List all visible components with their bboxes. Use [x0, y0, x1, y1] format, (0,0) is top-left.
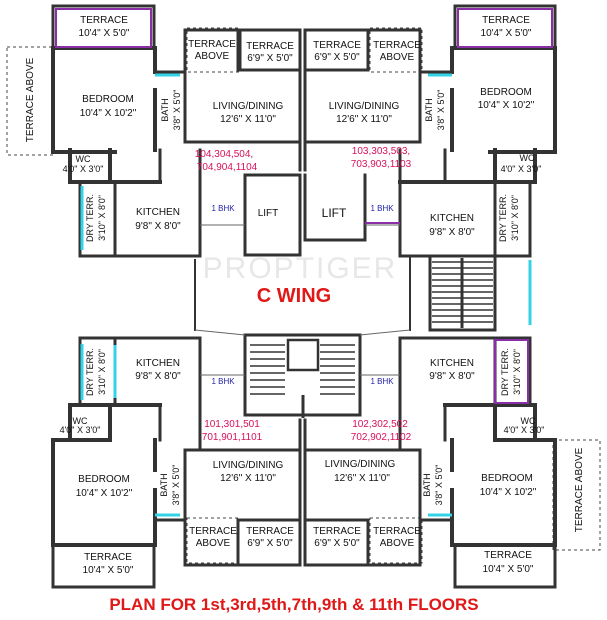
- svg-text:3'10" X 8'0": 3'10" X 8'0": [97, 349, 107, 395]
- svg-text:10'4" X 10'2": 10'4" X 10'2": [79, 108, 137, 119]
- svg-text:3'8" X 5'0": 3'8" X 5'0": [171, 464, 181, 506]
- svg-text:DRY TERR.: DRY TERR.: [85, 347, 95, 397]
- svg-text:WC: WC: [520, 416, 536, 426]
- svg-text:10'4" X 10'2": 10'4" X 10'2": [75, 488, 133, 499]
- svg-text:3'8" X 5'0": 3'8" X 5'0": [434, 464, 444, 506]
- label-terrace-above-bl: [189, 526, 237, 549]
- label-bath-br: [422, 465, 444, 506]
- staircase-lower: [250, 340, 355, 418]
- svg-text:12'6" X 11'0": 12'6" X 11'0": [220, 114, 276, 125]
- svg-text:WC: WC: [75, 154, 91, 164]
- units-tl: [195, 149, 258, 173]
- label-terrace-above-br: [373, 526, 421, 549]
- plan-caption: PLAN FOR 1st,3rd,5th,7th,9th & 11th FLOORS: [109, 595, 479, 614]
- label-wc-bl: [60, 416, 101, 435]
- svg-text:104,304,504,: 104,304,504,: [194, 149, 254, 160]
- svg-text:TERRACE: TERRACE: [313, 40, 361, 51]
- svg-text:3'10" X 8'0": 3'10" X 8'0": [97, 195, 107, 241]
- svg-text:103,303,503,: 103,303,503,: [351, 146, 411, 157]
- svg-text:6'9" X 5'0": 6'9" X 5'0": [247, 538, 293, 549]
- svg-text:BEDROOM: BEDROOM: [82, 94, 134, 105]
- svg-text:TERRACE: TERRACE: [80, 15, 128, 26]
- svg-text:10'4" X 10'2": 10'4" X 10'2": [477, 100, 535, 111]
- svg-text:KITCHEN: KITCHEN: [136, 358, 180, 369]
- svg-text:TERRACE: TERRACE: [373, 526, 421, 537]
- label-terrace-small-tr: [313, 40, 361, 63]
- svg-text:BEDROOM: BEDROOM: [480, 87, 532, 98]
- staircase-upper: [432, 258, 493, 328]
- units-bl: [202, 419, 263, 443]
- svg-text:DRY TERR.: DRY TERR.: [85, 193, 95, 243]
- svg-text:3'10" X 8'0": 3'10" X 8'0": [510, 195, 520, 241]
- svg-text:TERRACE: TERRACE: [246, 526, 294, 537]
- label-living-tr: [329, 101, 400, 125]
- svg-text:101,301,501: 101,301,501: [204, 419, 260, 430]
- svg-text:6'9" X 5'0": 6'9" X 5'0": [314, 538, 360, 549]
- svg-text:TERRACE: TERRACE: [84, 552, 132, 563]
- label-kitchen-bl: [135, 358, 181, 382]
- svg-text:BATH: BATH: [424, 98, 434, 122]
- bhk-bl: 1 BHK: [211, 377, 235, 386]
- svg-text:4'0" X 3'0": 4'0" X 3'0": [503, 425, 545, 435]
- svg-text:10'4" X 5'0": 10'4" X 5'0": [480, 28, 532, 39]
- svg-text:WC: WC: [72, 416, 88, 426]
- svg-text:12'6" X 11'0": 12'6" X 11'0": [220, 473, 276, 484]
- label-terrace-above-tr: [373, 40, 421, 63]
- wing-label: C WING: [256, 285, 332, 307]
- svg-text:TERRACE: TERRACE: [246, 41, 294, 52]
- label-living-bl: [213, 460, 284, 484]
- label-kitchen-br: [429, 358, 475, 382]
- svg-text:TERRACE: TERRACE: [313, 526, 361, 537]
- svg-text:ABOVE: ABOVE: [379, 538, 415, 549]
- label-terrace-above-tl: [188, 39, 236, 62]
- label-dry-terr-bl: [85, 348, 107, 396]
- svg-text:KITCHEN: KITCHEN: [136, 207, 180, 218]
- svg-text:3'10" X 8'0": 3'10" X 8'0": [512, 349, 522, 395]
- svg-text:DRY TERR.: DRY TERR.: [498, 193, 508, 243]
- svg-text:6'9" X 5'0": 6'9" X 5'0": [247, 53, 293, 64]
- svg-text:3'8" X 5'0": 3'8" X 5'0": [436, 89, 446, 131]
- svg-text:TERRACE: TERRACE: [188, 39, 236, 50]
- label-terrace-small-tl: [246, 41, 294, 64]
- svg-text:102,302,502: 102,302,502: [352, 419, 408, 430]
- label-bath-bl: [159, 465, 181, 506]
- label-kitchen-tl: [135, 207, 181, 232]
- svg-text:4'0" X 3'0": 4'0" X 3'0": [500, 164, 542, 174]
- svg-text:701,901,1101: 701,901,1101: [201, 432, 263, 443]
- svg-text:12'6" X 11'0": 12'6" X 11'0": [334, 473, 390, 484]
- label-terrace-above-left: TERRACE ABOVE: [25, 57, 36, 143]
- svg-text:9'8" X 8'0": 9'8" X 8'0": [135, 221, 181, 232]
- svg-text:10'4" X 5'0": 10'4" X 5'0": [482, 564, 534, 575]
- label-terrace-bottom-right: [483, 550, 534, 575]
- svg-text:BATH: BATH: [159, 473, 169, 497]
- svg-text:9'8" X 8'0": 9'8" X 8'0": [135, 371, 181, 382]
- bhk-tr: 1 BHK: [370, 204, 394, 213]
- svg-text:10'4" X 5'0": 10'4" X 5'0": [82, 565, 134, 576]
- svg-text:10'4" X 10'2": 10'4" X 10'2": [479, 487, 537, 498]
- label-terrace-top-left: [79, 15, 130, 39]
- svg-text:KITCHEN: KITCHEN: [430, 213, 474, 224]
- label-living-tl: [213, 101, 284, 125]
- svg-text:DRY TERR.: DRY TERR.: [500, 347, 510, 397]
- bhk-br: 1 BHK: [370, 377, 394, 386]
- label-bath-tl: [160, 90, 182, 131]
- svg-text:LIVING/DINING: LIVING/DINING: [328, 101, 400, 112]
- lift-1-label: LIFT: [257, 208, 279, 219]
- bhk-tl: 1 BHK: [211, 204, 235, 213]
- svg-text:WC: WC: [519, 153, 535, 163]
- watermark: PROPTIGER: [202, 252, 398, 285]
- label-bath-tr: [424, 90, 446, 131]
- svg-text:BEDROOM: BEDROOM: [481, 473, 533, 484]
- svg-text:3'8" X 5'0": 3'8" X 5'0": [172, 89, 182, 131]
- svg-text:TERRACE: TERRACE: [189, 526, 237, 537]
- svg-text:BATH: BATH: [422, 473, 432, 497]
- svg-text:LIVING/DINING: LIVING/DINING: [212, 101, 284, 112]
- svg-text:9'8" X 8'0": 9'8" X 8'0": [429, 371, 475, 382]
- label-bedroom-tl: [80, 94, 137, 119]
- units-tr: [351, 146, 412, 170]
- svg-text:12'6" X 11'0": 12'6" X 11'0": [336, 114, 392, 125]
- svg-text:9'8" X 8'0": 9'8" X 8'0": [429, 227, 475, 238]
- svg-text:6'9" X 5'0": 6'9" X 5'0": [314, 52, 360, 63]
- svg-text:LIVING/DINING: LIVING/DINING: [324, 459, 396, 470]
- svg-text:BATH: BATH: [160, 98, 170, 122]
- label-dry-terr-tr: [498, 194, 520, 242]
- svg-text:ABOVE: ABOVE: [195, 538, 231, 549]
- label-terrace-bottom-left: [83, 552, 134, 576]
- label-terrace-top-right: [481, 15, 532, 39]
- label-dry-terr-br: [500, 348, 522, 396]
- label-terrace-small-br: [313, 526, 361, 549]
- svg-text:4'0" X 3'0": 4'0" X 3'0": [59, 425, 101, 435]
- svg-text:TERRACE: TERRACE: [373, 40, 421, 51]
- label-bedroom-br: [480, 473, 537, 498]
- svg-text:KITCHEN: KITCHEN: [430, 358, 474, 369]
- svg-text:703,903,1103: 703,903,1103: [350, 159, 412, 170]
- label-bedroom-tr: [478, 87, 535, 111]
- label-kitchen-tr: [429, 213, 475, 238]
- label-terrace-above-right: TERRACE ABOVE: [574, 447, 585, 533]
- units-br: [351, 419, 412, 443]
- svg-text:704,904,1104: 704,904,1104: [196, 162, 258, 173]
- svg-text:LIVING/DINING: LIVING/DINING: [212, 460, 284, 471]
- svg-text:ABOVE: ABOVE: [194, 51, 230, 62]
- svg-text:TERRACE: TERRACE: [482, 15, 530, 26]
- label-dry-terr-tl: [85, 194, 107, 242]
- svg-text:TERRACE: TERRACE: [484, 550, 532, 561]
- svg-text:10'4" X 5'0": 10'4" X 5'0": [78, 28, 130, 39]
- svg-text:BEDROOM: BEDROOM: [78, 474, 130, 485]
- label-living-br: [325, 459, 396, 484]
- svg-text:4'0" X 3'0": 4'0" X 3'0": [62, 164, 104, 174]
- label-bedroom-bl: [76, 474, 133, 499]
- svg-text:ABOVE: ABOVE: [379, 52, 415, 63]
- label-wc-br: [504, 416, 545, 435]
- svg-text:702,902,1102: 702,902,1102: [350, 432, 412, 443]
- label-terrace-small-bl: [246, 526, 294, 549]
- lift-2-label: LIFT: [321, 206, 347, 220]
